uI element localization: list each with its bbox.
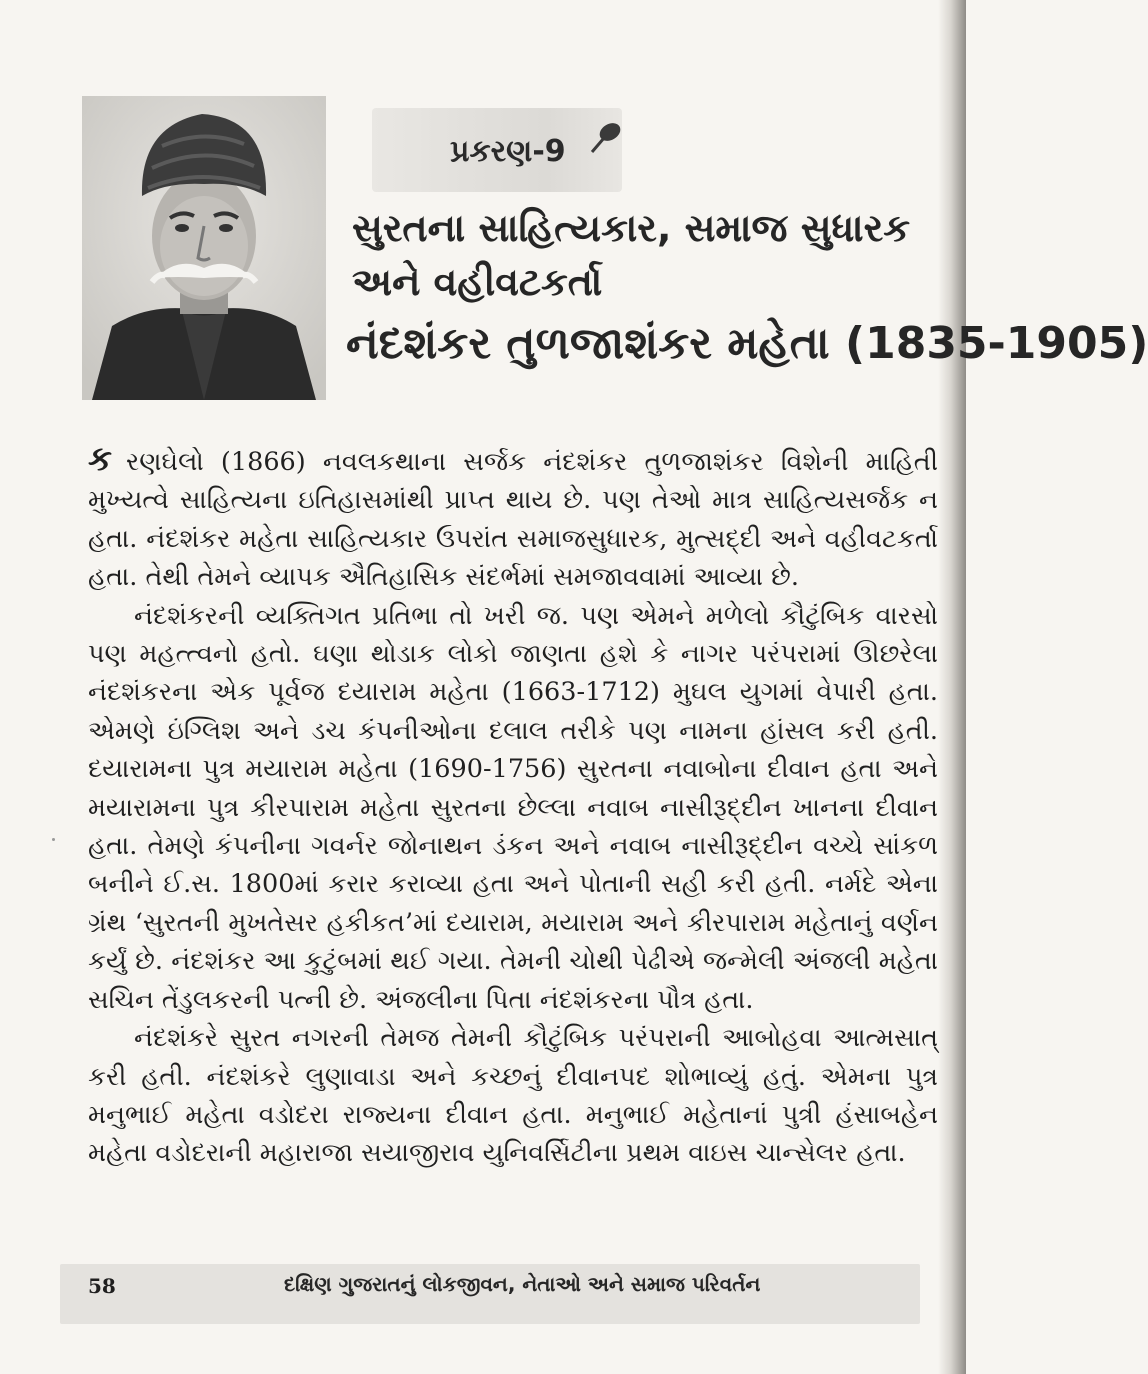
page-speck [52,838,55,841]
drop-cap: ક [88,439,113,479]
paragraph-3: નંદશંકરે સુરત નગરની તેમજ તેમની કૌટુંબિક પરંપરાની આબોહવા આત્મસાત્ કરી હતી. નંદશંકરે લુણાવાડા અને કચ્છનું દીવાનપદ શોભાવ્યું હતું. એમના પુત્ર મનુભાઈ મહેતા વડોદરા રાજ્યના દીવાન હતા. મનુભાઈ મહેતાનાં પુત્રી હંસાબહેન મહેતા વડોદરાની મહારાજા સયાજીરાવ યુનિવર્સિટીના પ્રથમ વાઇસ ચાન્સેલર હતા. [88,1023,938,1169]
portrait-image [82,96,326,400]
pushpin-icon [586,118,626,158]
paragraph-1-text: રણઘેલો (1866) નવલકથાના સર્જક નંદશંકર તુળજાશંકર વિશેની માહિતી મુખ્યત્વે સાહિત્યના ઇતિહાસમાંથી પ્રાપ્ત થાય છે. પણ તેઓ માત્ર સાહિત્યસર્જક ન હતા. નંદશંકર મહેતા સાહિત્યકાર ઉપરાંત સમાજસુધારક, મુત્સદ્દી અને વહીવટકર્તા હતા. તેથી તેમને વ્યાપક ઐતિહાસિક સંદર્ભમાં સમજાવવામાં આવ્યા છે. [88,447,938,593]
paragraph-2: નંદશંકરની વ્યક્તિગત પ્રતિભા તો ખરી જ. પણ એમને મળેલો કૌટુંબિક વારસો પણ મહત્ત્વનો હતો. ઘણા થોડાક લોકો જાણતા હશે કે નાગર પરંપરામાં ઊછરેલા નંદશંકરના એક પૂર્વજ દયારામ મહેતા (1663-1712) મુઘલ યુગમાં વેપારી હતા. એમણે ઇંગ્લિશ અને ડચ કંપનીઓના દલાલ તરીકે પણ નામના હાંસલ કરી હતી. દયારામના પુત્ર મયારામ મહેતા (1690-1756) સુરતના નવાબોના દીવાન હતા અને મયારામના પુત્ર કીરપારામ મહેતા સુરતના છેલ્લા નવાબ નાસીરૂદ્દીન ખાનના દીવાન હતા. તેમણે કંપનીના ગવર્નર જોનાથન ડંકન અને નવાબ નાસીરૂદ્દીન વચ્ચે સાંકળ બનીને ઈ.સ. 1800માં કરાર કરાવ્યા હતા અને પોતાની સહી કરી હતી. નર્મદે એના ગ્રંથ ‘સુરતની મુખતેસર હકીકત’માં દયારામ, મયારામ અને કીરપારામ મહેતાનું વર્ણન કર્યું છે. નંદશંકર આ કુટુંબમાં થઈ ગયા. તેમની ચોથી પેઢીએ જન્મેલી અંજલી મહેતા સચિન તેંડુલકરની પત્ની છે. અંજલીના પિતા નંદશંકરના પૌત્ર હતા. [88,600,939,1015]
title-line-1: સુરતના સાહિત્યકાર, સમાજ સુધારક [352,206,911,250]
body-text [88,440,938,1173]
title-line-3: નંદશંકર તુળજાશંકર મહેતા (1835-1905) [346,318,1148,369]
page-edge-shadow [938,0,966,1374]
page-number: 58 [88,1274,116,1298]
paragraph-1 [88,440,938,597]
portrait-photo-icon [82,96,326,400]
chapter-label: પ્રકરણ-9 [450,134,566,169]
title-line-2: અને વહીવટકર્તા [352,260,603,304]
footer-book-title: દક્ષિણ ગુજરાતનું લોકજીવન, નેતાઓ અને સમાજ પરિવર્તન [284,1272,761,1296]
